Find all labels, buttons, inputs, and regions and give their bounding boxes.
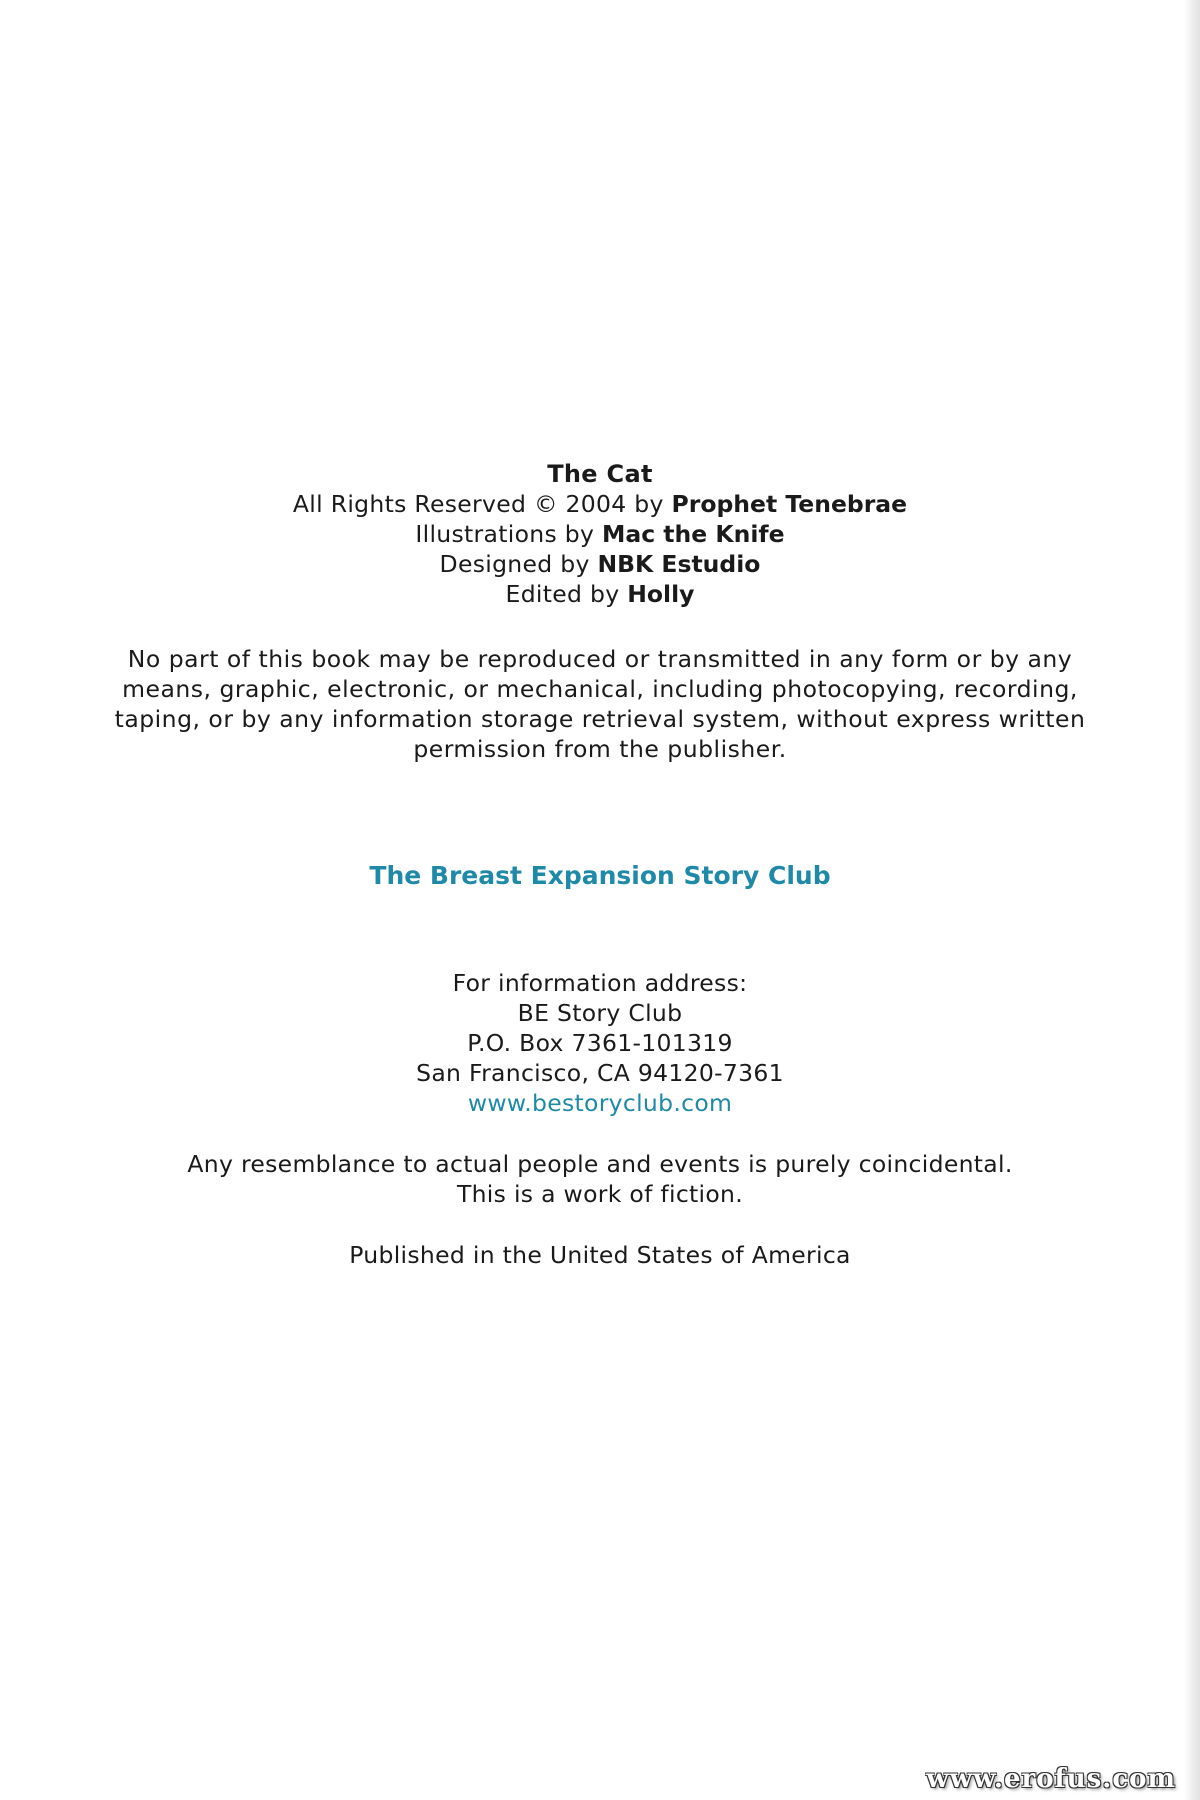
editor-name: Holly (627, 580, 695, 608)
address-po-box: P.O. Box 7361-101319 (467, 1029, 733, 1057)
address-heading: For information address: (452, 969, 748, 997)
legal-line: taping, or by any information storage retrieval system, without express written (114, 705, 1086, 733)
book-title: The Cat (547, 460, 653, 488)
disclaimer-line: This is a work of fiction. (456, 1180, 744, 1208)
edited-line (0, 579, 1200, 609)
published-in (0, 1240, 1200, 1270)
credits-block (0, 459, 1200, 609)
author-name: Prophet Tenebrae (671, 490, 908, 518)
copyright-prefix: All Rights Reserved © 2004 by (292, 490, 672, 518)
address-block (0, 968, 1200, 1118)
designed-line (0, 549, 1200, 579)
disclaimer-block (0, 1149, 1200, 1209)
illustrator-name: Mac the Knife (601, 520, 785, 548)
edited-prefix: Edited by (505, 580, 628, 608)
illustrations-line (0, 519, 1200, 549)
address-city: San Francisco, CA 94120-7361 (416, 1059, 784, 1087)
legal-line: permission from the publisher. (413, 735, 787, 763)
publisher-name: The Breast Expansion Story Club (369, 861, 831, 890)
page-edge-shadow (1184, 0, 1200, 1800)
address-org: BE Story Club (517, 999, 683, 1027)
publisher-website-link[interactable]: www.bestoryclub.com (467, 1089, 733, 1117)
designed-prefix: Designed by (439, 550, 598, 578)
illustrations-prefix: Illustrations by (415, 520, 602, 548)
watermark-text: www.erofus.com (926, 1764, 1176, 1794)
designer-name: NBK Estudio (597, 550, 761, 578)
published-line: Published in the United States of America (349, 1241, 851, 1269)
legal-line: No part of this book may be reproduced or transmitted in any form or by any (127, 645, 1073, 673)
legal-notice (0, 644, 1200, 764)
disclaimer-line: Any resemblance to actual people and events is purely coincidental. (187, 1150, 1013, 1178)
copyright-line (0, 489, 1200, 519)
legal-line: means, graphic, electronic, or mechanical, including photocopying, recording, (122, 675, 1078, 703)
